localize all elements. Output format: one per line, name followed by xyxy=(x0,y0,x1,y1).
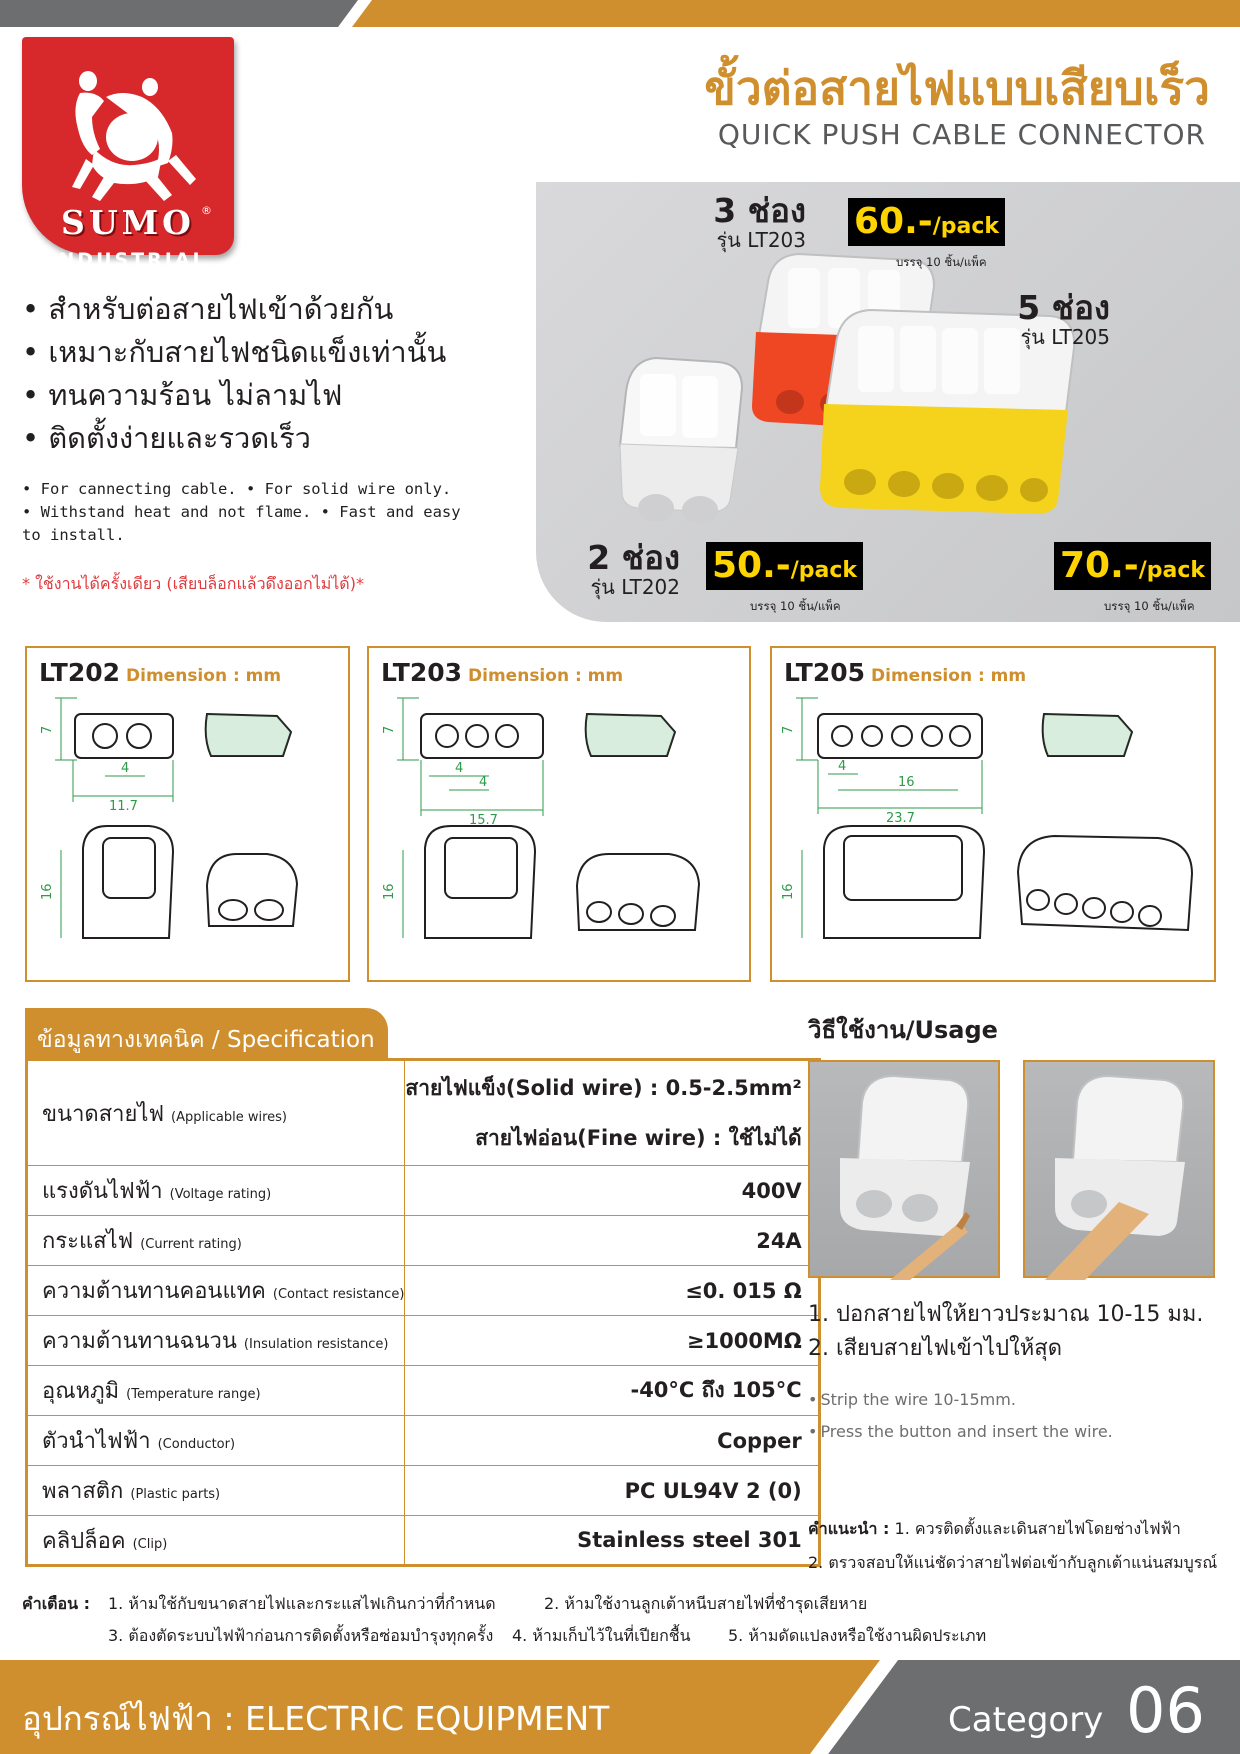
dimension-box-lt202 xyxy=(25,646,350,982)
footer-band xyxy=(0,1660,1240,1754)
usage-steps-en xyxy=(808,1384,1113,1448)
price-unit: /pack xyxy=(932,214,1000,239)
spec-value: Stainless steel 301 xyxy=(405,1516,819,1566)
brand-logo xyxy=(22,37,234,271)
dim-span: 16 xyxy=(898,775,915,790)
dimension-unit: Dimension : mm xyxy=(871,666,1027,686)
feature-item-en: • Withstand heat and not flame. • Fast and easy to install. xyxy=(22,503,461,544)
dimension-model: LT205 xyxy=(784,658,866,687)
spec-heading-tab xyxy=(25,1008,388,1058)
channel-count: 2 ช่อง xyxy=(587,538,680,577)
usage-photo-insert xyxy=(1023,1060,1215,1278)
spec-key xyxy=(27,1416,405,1466)
warning-item: 5. ห้ามดัดแปลงหรือใช้งานผิดประเภท xyxy=(728,1626,987,1645)
spec-key-th: อุณหภูมิ xyxy=(42,1379,120,1404)
footer-category-label: Category xyxy=(948,1700,1104,1740)
channel-count: 5 ช่อง xyxy=(1017,288,1110,327)
warning-block xyxy=(22,1592,90,1617)
spec-key-en: (Voltage rating) xyxy=(169,1187,272,1202)
spec-key-en: (Insulation resistance) xyxy=(243,1337,389,1352)
feature-item: • เหมาะกับสายไฟชนิดแข็งเท่านั้น xyxy=(22,335,447,369)
spec-row xyxy=(27,1316,820,1366)
spec-row xyxy=(27,1516,820,1566)
price-unit: /pack xyxy=(790,558,858,583)
dimension-box-lt203 xyxy=(367,646,751,982)
price-value: 70.- xyxy=(1060,545,1139,586)
price-unit: /pack xyxy=(1138,558,1206,583)
footer-section-title: อุปกรณ์ไฟฟ้า : ELECTRIC EQUIPMENT xyxy=(22,1699,610,1738)
dim-height: 7 xyxy=(40,725,55,734)
spec-key xyxy=(27,1366,405,1416)
spec-key-th: คลิปล็อค xyxy=(42,1528,126,1554)
feature-item: • สำหรับต่อสายไฟเข้าด้วยกัน xyxy=(22,292,394,326)
usage-step-en xyxy=(808,1416,1113,1448)
connector-lt202-image xyxy=(620,358,742,524)
spec-key-en: (Conductor) xyxy=(157,1437,236,1452)
dim-depth: 16 xyxy=(40,883,55,900)
pack-quantity: บรรจุ 10 ชิ้น/แพ็ค xyxy=(750,599,841,613)
usage-step-en xyxy=(808,1384,1113,1416)
spec-key-en: (Clip) xyxy=(132,1536,168,1552)
spec-key xyxy=(27,1466,405,1516)
advice-line xyxy=(808,1512,1217,1546)
spec-heading: ข้อมูลทางเทคนิค / Specification xyxy=(37,1027,375,1053)
dimension-model: LT203 xyxy=(381,658,463,687)
feature-item-en: • For cannecting cable. • For solid wire only. xyxy=(22,480,452,498)
spec-value: -40°C ถึง 105°C xyxy=(405,1366,819,1416)
spec-key xyxy=(27,1516,405,1566)
spec-key-th: แรงดันไฟฟ้า xyxy=(42,1179,163,1204)
dim-pitch-2: 4 xyxy=(479,775,488,790)
spec-value: ≥1000MΩ xyxy=(405,1316,819,1366)
advice-item: 1. ควรติดตั้งและเดินสายไฟโดยช่างไฟฟ้า xyxy=(894,1519,1181,1538)
spec-key-th: ความต้านทานฉนวน xyxy=(42,1329,237,1354)
dim-depth: 16 xyxy=(382,883,397,900)
spec-key xyxy=(27,1060,405,1166)
registered-mark: ® xyxy=(201,204,212,217)
brand-subtitle: INDUSTRIAL xyxy=(48,249,208,271)
spec-key xyxy=(27,1266,405,1316)
dim-pitch: 4 xyxy=(838,759,847,774)
spec-key-en: (Temperature range) xyxy=(126,1387,261,1402)
spec-value: PC UL94V 2 (0) xyxy=(405,1466,819,1516)
advice-label: คำแนะนำ : xyxy=(808,1519,890,1538)
pack-quantity: บรรจุ 10 ชิ้น/แพ็ค xyxy=(896,255,987,269)
dimension-box-lt205 xyxy=(770,646,1216,982)
spec-key xyxy=(27,1216,405,1266)
bullet-icon: • xyxy=(808,1422,818,1441)
price-tag-lt203 xyxy=(848,198,1005,246)
dim-pitch: 4 xyxy=(121,761,130,776)
page-title-en: QUICK PUSH CABLE CONNECTOR xyxy=(717,118,1206,151)
model-number: รุ่น LT205 xyxy=(1020,325,1110,349)
feature-list-en xyxy=(22,478,482,547)
usage-step-en-text: Strip the wire 10-15mm. xyxy=(820,1390,1016,1409)
price-tag-lt202 xyxy=(706,542,863,590)
spec-row xyxy=(27,1216,820,1266)
dimension-model: LT202 xyxy=(39,658,121,687)
model-number: รุ่น LT202 xyxy=(590,575,680,599)
product-photo-panel xyxy=(536,182,1240,622)
spec-key xyxy=(27,1166,405,1216)
technical-drawing-lt205 xyxy=(772,648,1218,984)
advice-item: 2. ตรวจสอบให้แน่ชัดว่าสายไฟต่อเข้ากับลูกเต้าแน่นสมบูรณ์ xyxy=(808,1553,1218,1572)
spec-key-th: ความต้านทานคอนแทค xyxy=(42,1279,266,1304)
spec-key-th: กระแสไฟ xyxy=(42,1229,134,1254)
spec-row xyxy=(27,1466,820,1516)
dim-width: 23.7 xyxy=(886,811,915,826)
model-number: รุ่น LT203 xyxy=(716,228,806,252)
spec-table xyxy=(25,1058,821,1567)
top-band-gray xyxy=(0,0,360,27)
spec-row xyxy=(27,1266,820,1316)
spec-value-line: สายไฟแข็ง(Solid wire) : 0.5-2.5mm² xyxy=(405,1076,802,1100)
pack-quantity: บรรจุ 10 ชิ้น/แพ็ค xyxy=(1104,599,1195,613)
usage-step-en-text: Press the button and insert the wire. xyxy=(820,1422,1113,1441)
spec-value xyxy=(405,1060,819,1166)
page-title-th: ขั้วต่อสายไฟแบบเสียบเร็ว xyxy=(704,61,1210,115)
feature-list-th xyxy=(22,288,482,460)
spec-value: 400V xyxy=(405,1166,819,1216)
strip-wire-illustration xyxy=(810,1062,1002,1280)
warning-item: 3. ต้องตัดระบบไฟฟ้าก่อนการติดตั้งหรือซ่อมบำรุงทุกครั้ง xyxy=(108,1626,494,1645)
dimension-unit: Dimension : mm xyxy=(468,666,624,686)
spec-key-th: ตัวนำไฟฟ้า xyxy=(42,1429,151,1454)
price-value: 50.- xyxy=(712,545,791,586)
spec-row xyxy=(27,1166,820,1216)
product-lt202-label xyxy=(530,540,680,598)
usage-photo-strip xyxy=(808,1060,1000,1278)
advice-block xyxy=(808,1512,1217,1580)
spec-value: 24A xyxy=(405,1216,819,1266)
warning-item: 1. ห้ามใช้กับขนาดสายไฟและกระแสไฟเกินกว่าที่กำหนด xyxy=(108,1594,496,1613)
spec-key-en: (Contact resistance) xyxy=(272,1287,405,1302)
spec-value: Copper xyxy=(405,1416,819,1466)
usage-step: 1. ปอกสายไฟให้ยาวประมาณ 10-15 มม. xyxy=(808,1302,1204,1327)
price-tag-lt205 xyxy=(1054,542,1211,590)
spec-row xyxy=(27,1366,820,1416)
spec-key-en: (Plastic parts) xyxy=(130,1487,221,1502)
brand-name: SUMO xyxy=(61,203,195,242)
feature-item: • ติดตั้งง่ายและรวดเร็ว xyxy=(22,421,311,455)
dim-width: 11.7 xyxy=(109,799,138,814)
usage-steps-th xyxy=(808,1298,1203,1366)
warning-item: 4. ห้ามเก็บไว้ในที่เปียกชื้น xyxy=(512,1626,691,1645)
warning-label: คำเตือน : xyxy=(22,1594,91,1613)
spec-key xyxy=(27,1316,405,1366)
dim-width: 15.7 xyxy=(469,813,498,828)
spec-value-line: สายไฟอ่อน(Fine wire) : ใช้ไม่ได้ xyxy=(475,1126,802,1150)
spec-row xyxy=(27,1416,820,1466)
bullet-icon: • xyxy=(808,1390,818,1409)
footer-category-number: 06 xyxy=(1126,1674,1205,1747)
spec-key-en: (Applicable wires) xyxy=(171,1109,287,1125)
feature-item: • ทนความร้อน ไม่ลามไฟ xyxy=(22,378,343,412)
usage-title: วิธีใช้งาน/Usage xyxy=(808,1016,998,1044)
dimension-unit: Dimension : mm xyxy=(126,666,282,686)
warning-item: 2. ห้ามใช้งานลูกเต้าหนีบสายไฟที่ชำรุดเสียหาย xyxy=(544,1594,868,1613)
spec-key-th: พลาสติก xyxy=(42,1479,124,1504)
product-lt205-label xyxy=(970,290,1110,348)
price-value: 60.- xyxy=(854,201,933,242)
channel-count: 3 ช่อง xyxy=(713,191,806,230)
technical-drawing-lt203 xyxy=(369,648,753,984)
spec-key-en: (Current rating) xyxy=(140,1237,242,1252)
single-use-note: * ใช้งานได้ครั้งเดียว (เสียบล็อกแล้วดึงออกไม่ได้)* xyxy=(22,574,364,593)
dim-pitch: 4 xyxy=(455,761,464,776)
spec-value: ≤0. 015 Ω xyxy=(405,1266,819,1316)
technical-drawing-lt202 xyxy=(27,648,352,984)
dim-depth: 16 xyxy=(781,883,796,900)
usage-step: 2. เสียบสายไฟเข้าไปให้สุด xyxy=(808,1336,1062,1361)
product-lt203-label xyxy=(696,193,806,251)
dim-height: 7 xyxy=(781,725,796,734)
dim-height: 7 xyxy=(382,725,397,734)
spec-key-th: ขนาดสายไฟ xyxy=(42,1101,165,1127)
insert-wire-illustration xyxy=(1025,1062,1217,1280)
spec-row xyxy=(27,1060,820,1166)
top-band xyxy=(0,0,1240,27)
